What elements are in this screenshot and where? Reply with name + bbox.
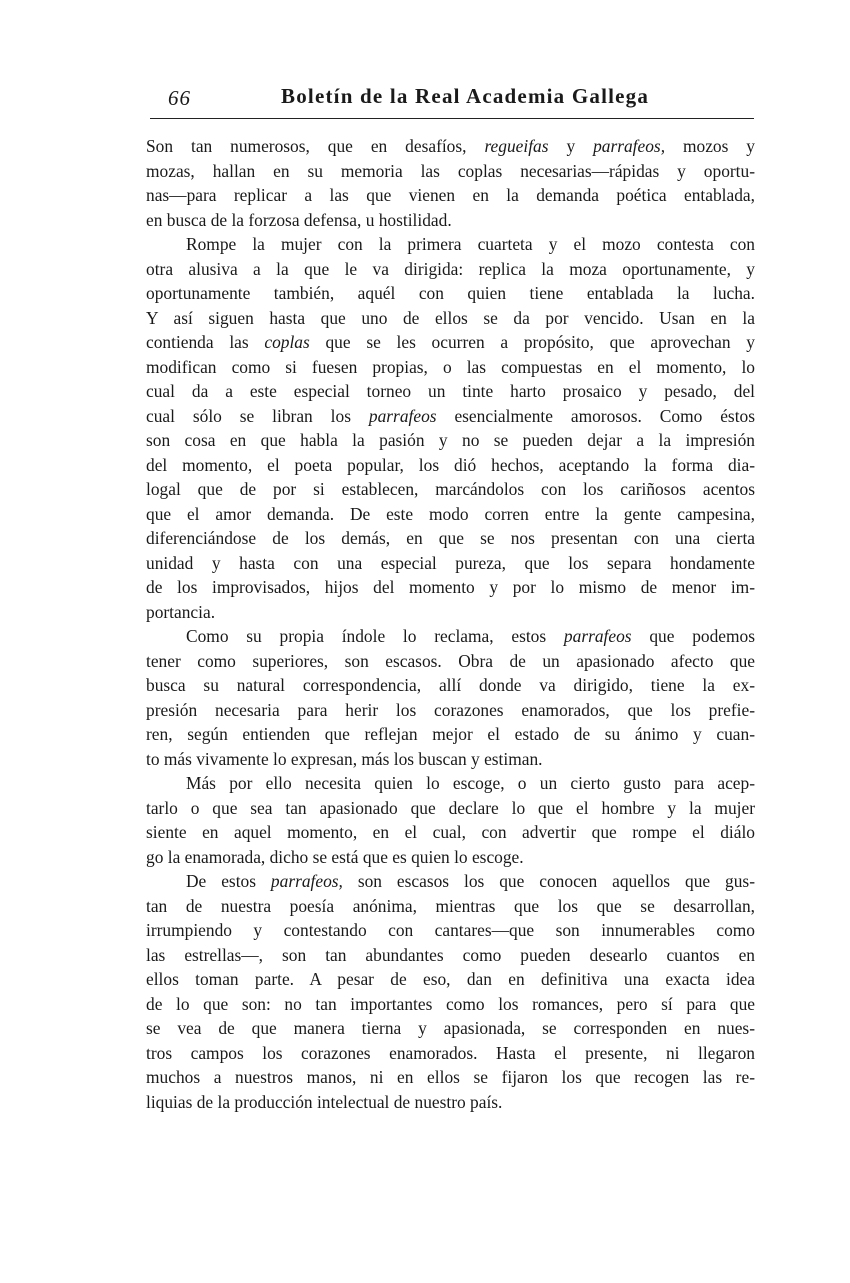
text-line: ellos toman parte. A pesar de eso, dan en definitiva una exacta idea [146, 969, 755, 989]
text-line: muchos a nuestros manos, ni en ellos se fijaron los que recogen las re- [146, 1067, 755, 1087]
text-line: De estos parrafeos, son escasos los que conocen aquellos que gus- [186, 871, 755, 891]
text-line: irrumpiendo y contestando con cantares—que son innumerables como [146, 920, 755, 940]
text-line: go la enamorada, dicho se está que es quien lo escoge. [146, 846, 524, 867]
text-line: tros campos los corazones enamorados. Hasta el presente, ni llegaron [146, 1042, 755, 1063]
text-line: cual sólo se libran los parrafeos esencialmente amorosos. Como éstos [146, 405, 755, 426]
page-number: 66 [168, 86, 191, 110]
text-line: mozas, hallan en su memoria las coplas necesarias—rápidas y oportu- [146, 160, 755, 181]
body-text [146, 134, 755, 1114]
text-line: que el amor demanda. De este modo corren entre la gente campesina, [146, 503, 755, 524]
text-line: Y así siguen hasta que uno de ellos se da por vencido. Usan en la [146, 307, 755, 328]
text-line: oportunamente también, aquél con quien tiene entablada la lucha. [146, 283, 755, 303]
text-line: Son tan numerosos, que en desafíos, regueifas y parrafeos, mozos y [146, 136, 755, 156]
text-line: otra alusiva a la que le va dirigida: replica la moza oportunamente, y [146, 258, 755, 279]
italic-term: parrafeos, [593, 136, 666, 156]
text-line: Como su propia índole lo reclama, estos parrafeos que podemos [186, 626, 755, 646]
text-line: nas—para replicar a las que vienen en la demanda poética entablada, [146, 185, 755, 205]
text-line: de lo que son: no tan importantes como los romances, pero sí para que [146, 993, 755, 1014]
paragraph [146, 232, 755, 624]
paragraph [146, 869, 755, 1114]
text-line: unidad y hasta con una especial pureza, que los separa hondamente [146, 552, 755, 573]
text-line: logal que de por si establecen, marcándolos con los cariñosos acentos [146, 479, 755, 499]
text-line: ren, según entienden que reflejan mejor el estado de su ánimo y cuan- [146, 724, 755, 744]
text-line: se vea de que manera tierna y apasionada, se corresponden en nues- [146, 1018, 755, 1038]
text-line: cual da a este especial torneo un tinte harto prosaico y pesado, del [146, 381, 755, 401]
italic-term: parrafeos, [270, 871, 343, 891]
italic-term: parrafeos [563, 626, 632, 646]
text-line: tan de nuestra poesía anónima, mientras que los que se desarrollan, [146, 895, 755, 916]
text-line: diferenciándose de los demás, en que se nos presentan con una cierta [146, 528, 755, 548]
italic-term: parrafeos [368, 405, 437, 426]
text-line: to más vivamente lo expresan, más los buscan y estiman. [146, 748, 543, 769]
journal-title: Boletín de la Real Academia Gallega [281, 84, 650, 108]
text-line: Más por ello necesita quien lo escoge, o un cierto gusto para acep- [186, 773, 755, 793]
text-line: portancia. [146, 601, 216, 622]
text-line: contienda las coplas que se les ocurren a propósito, que aprovechan y [146, 332, 755, 352]
text-line: del momento, el poeta popular, los dió hechos, aceptando la forma dia- [146, 454, 755, 475]
text-line: tener como superiores, son escasos. Obra de un apasionado afecto que [146, 650, 755, 671]
text-line: presión necesaria para herir los corazones enamorados, que los prefie- [146, 699, 755, 720]
text-line: siente en aquel momento, en el cual, con advertir que rompe el diálo [146, 822, 755, 842]
text-line: en busca de la forzosa defensa, u hostilidad. [146, 209, 452, 230]
text-line: de los improvisados, hijos del momento y por lo mismo de menor im- [146, 577, 755, 597]
running-header [150, 84, 754, 120]
header-rule [150, 118, 754, 119]
text-line: las estrellas—, son tan abundantes como pueden desearlo cuantos en [146, 944, 755, 965]
text-line: busca su natural correspondencia, allí donde va dirigido, tiene la ex- [146, 675, 755, 695]
text-line: liquias de la producción intelectual de nuestro país. [146, 1091, 503, 1112]
paragraph [146, 134, 755, 232]
text-line: modifican como si fuesen propias, o las compuestas en el momento, lo [146, 356, 755, 377]
paragraph [146, 771, 755, 869]
text-line: Rompe la mujer con la primera cuarteta y el mozo contesta con [186, 234, 755, 254]
italic-term: regueifas [484, 136, 549, 156]
text-line: tarlo o que sea tan apasionado que declare lo que el hombre y la mujer [146, 797, 755, 818]
italic-term: coplas [264, 332, 310, 352]
text-line: son cosa en que habla la pasión y no se pueden dejar a la impresión [146, 430, 755, 450]
paragraph [146, 624, 755, 771]
